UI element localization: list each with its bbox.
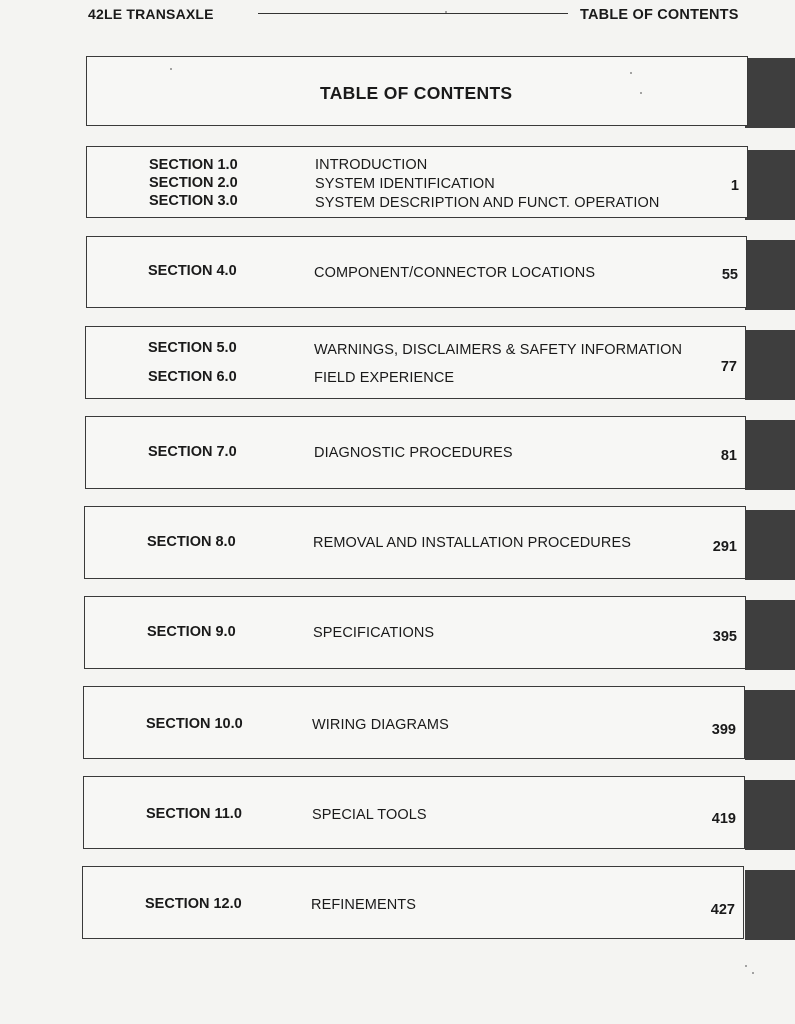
section-number: SECTION 6.0 — [148, 369, 237, 385]
thumb-tab — [745, 420, 795, 490]
section-title: INTRODUCTION — [315, 157, 428, 173]
section-number: SECTION 1.0 — [149, 157, 238, 173]
section-title: WIRING DIAGRAMS — [312, 717, 449, 733]
section-number: SECTION 4.0 — [148, 263, 237, 279]
section-title: SPECIFICATIONS — [313, 625, 435, 641]
title-box — [86, 56, 748, 126]
section-number: SECTION 5.0 — [148, 340, 237, 356]
page-number: 81 — [720, 448, 737, 464]
toc-entry[interactable] — [82, 866, 744, 939]
page-number: 77 — [720, 359, 737, 375]
toc-entry[interactable] — [85, 416, 746, 489]
section-title: DIAGNOSTIC PROCEDURES — [314, 445, 513, 461]
section-title: REMOVAL AND INSTALLATION PROCEDURES — [313, 535, 631, 551]
section-number: SECTION 7.0 — [148, 444, 237, 460]
page-number: 427 — [710, 902, 735, 918]
page-number: 291 — [712, 539, 737, 555]
section-number: SECTION 3.0 — [149, 193, 238, 209]
scan-speck — [745, 965, 747, 967]
section-title: REFINEMENTS — [311, 897, 417, 913]
thumb-tab — [745, 58, 795, 128]
toc-entry[interactable] — [83, 686, 745, 759]
page-title: TABLE OF CONTENTS — [320, 83, 513, 103]
thumb-tab — [745, 150, 795, 220]
section-title: COMPONENT/CONNECTOR LOCATIONS — [314, 265, 596, 281]
toc-entry[interactable] — [84, 506, 746, 579]
thumb-tab — [745, 870, 795, 940]
section-number: SECTION 12.0 — [145, 896, 242, 912]
header-rule — [258, 13, 568, 14]
section-number: SECTION 9.0 — [147, 624, 236, 640]
scan-speck — [170, 68, 172, 70]
scan-speck — [630, 72, 632, 74]
page-number: 399 — [711, 722, 736, 738]
section-number: SECTION 2.0 — [149, 175, 238, 191]
section-number: SECTION 11.0 — [146, 806, 242, 822]
toc-entry[interactable] — [83, 776, 745, 849]
scan-speck — [640, 92, 642, 94]
thumb-tab — [745, 780, 795, 850]
page-number: 419 — [711, 811, 736, 827]
section-title: SYSTEM DESCRIPTION AND FUNCT. OPERATION — [315, 195, 660, 211]
header-document-title: 42LE TRANSAXLE — [88, 6, 214, 22]
thumb-tab — [745, 240, 795, 310]
scan-speck — [752, 972, 754, 974]
scan-speck — [445, 11, 447, 13]
section-title: SPECIAL TOOLS — [312, 807, 427, 823]
thumb-tab — [745, 600, 795, 670]
page-number: 395 — [712, 629, 737, 645]
thumb-tab — [745, 510, 795, 580]
section-number: SECTION 8.0 — [147, 534, 236, 550]
thumb-tab — [745, 690, 795, 760]
page-number: 55 — [721, 267, 738, 283]
section-number: SECTION 10.0 — [146, 716, 243, 732]
section-title: FIELD EXPERIENCE — [314, 370, 455, 386]
page-number: 1 — [730, 178, 739, 194]
toc-entry[interactable] — [86, 146, 748, 218]
section-title: WARNINGS, DISCLAIMERS & SAFETY INFORMATION — [314, 342, 683, 358]
toc-entry[interactable] — [85, 326, 746, 399]
header-section-title: TABLE OF CONTENTS — [580, 7, 739, 23]
section-title: SYSTEM IDENTIFICATION — [315, 176, 495, 192]
thumb-tab — [745, 330, 795, 400]
toc-entry[interactable] — [84, 596, 746, 669]
toc-entry[interactable] — [86, 236, 747, 308]
